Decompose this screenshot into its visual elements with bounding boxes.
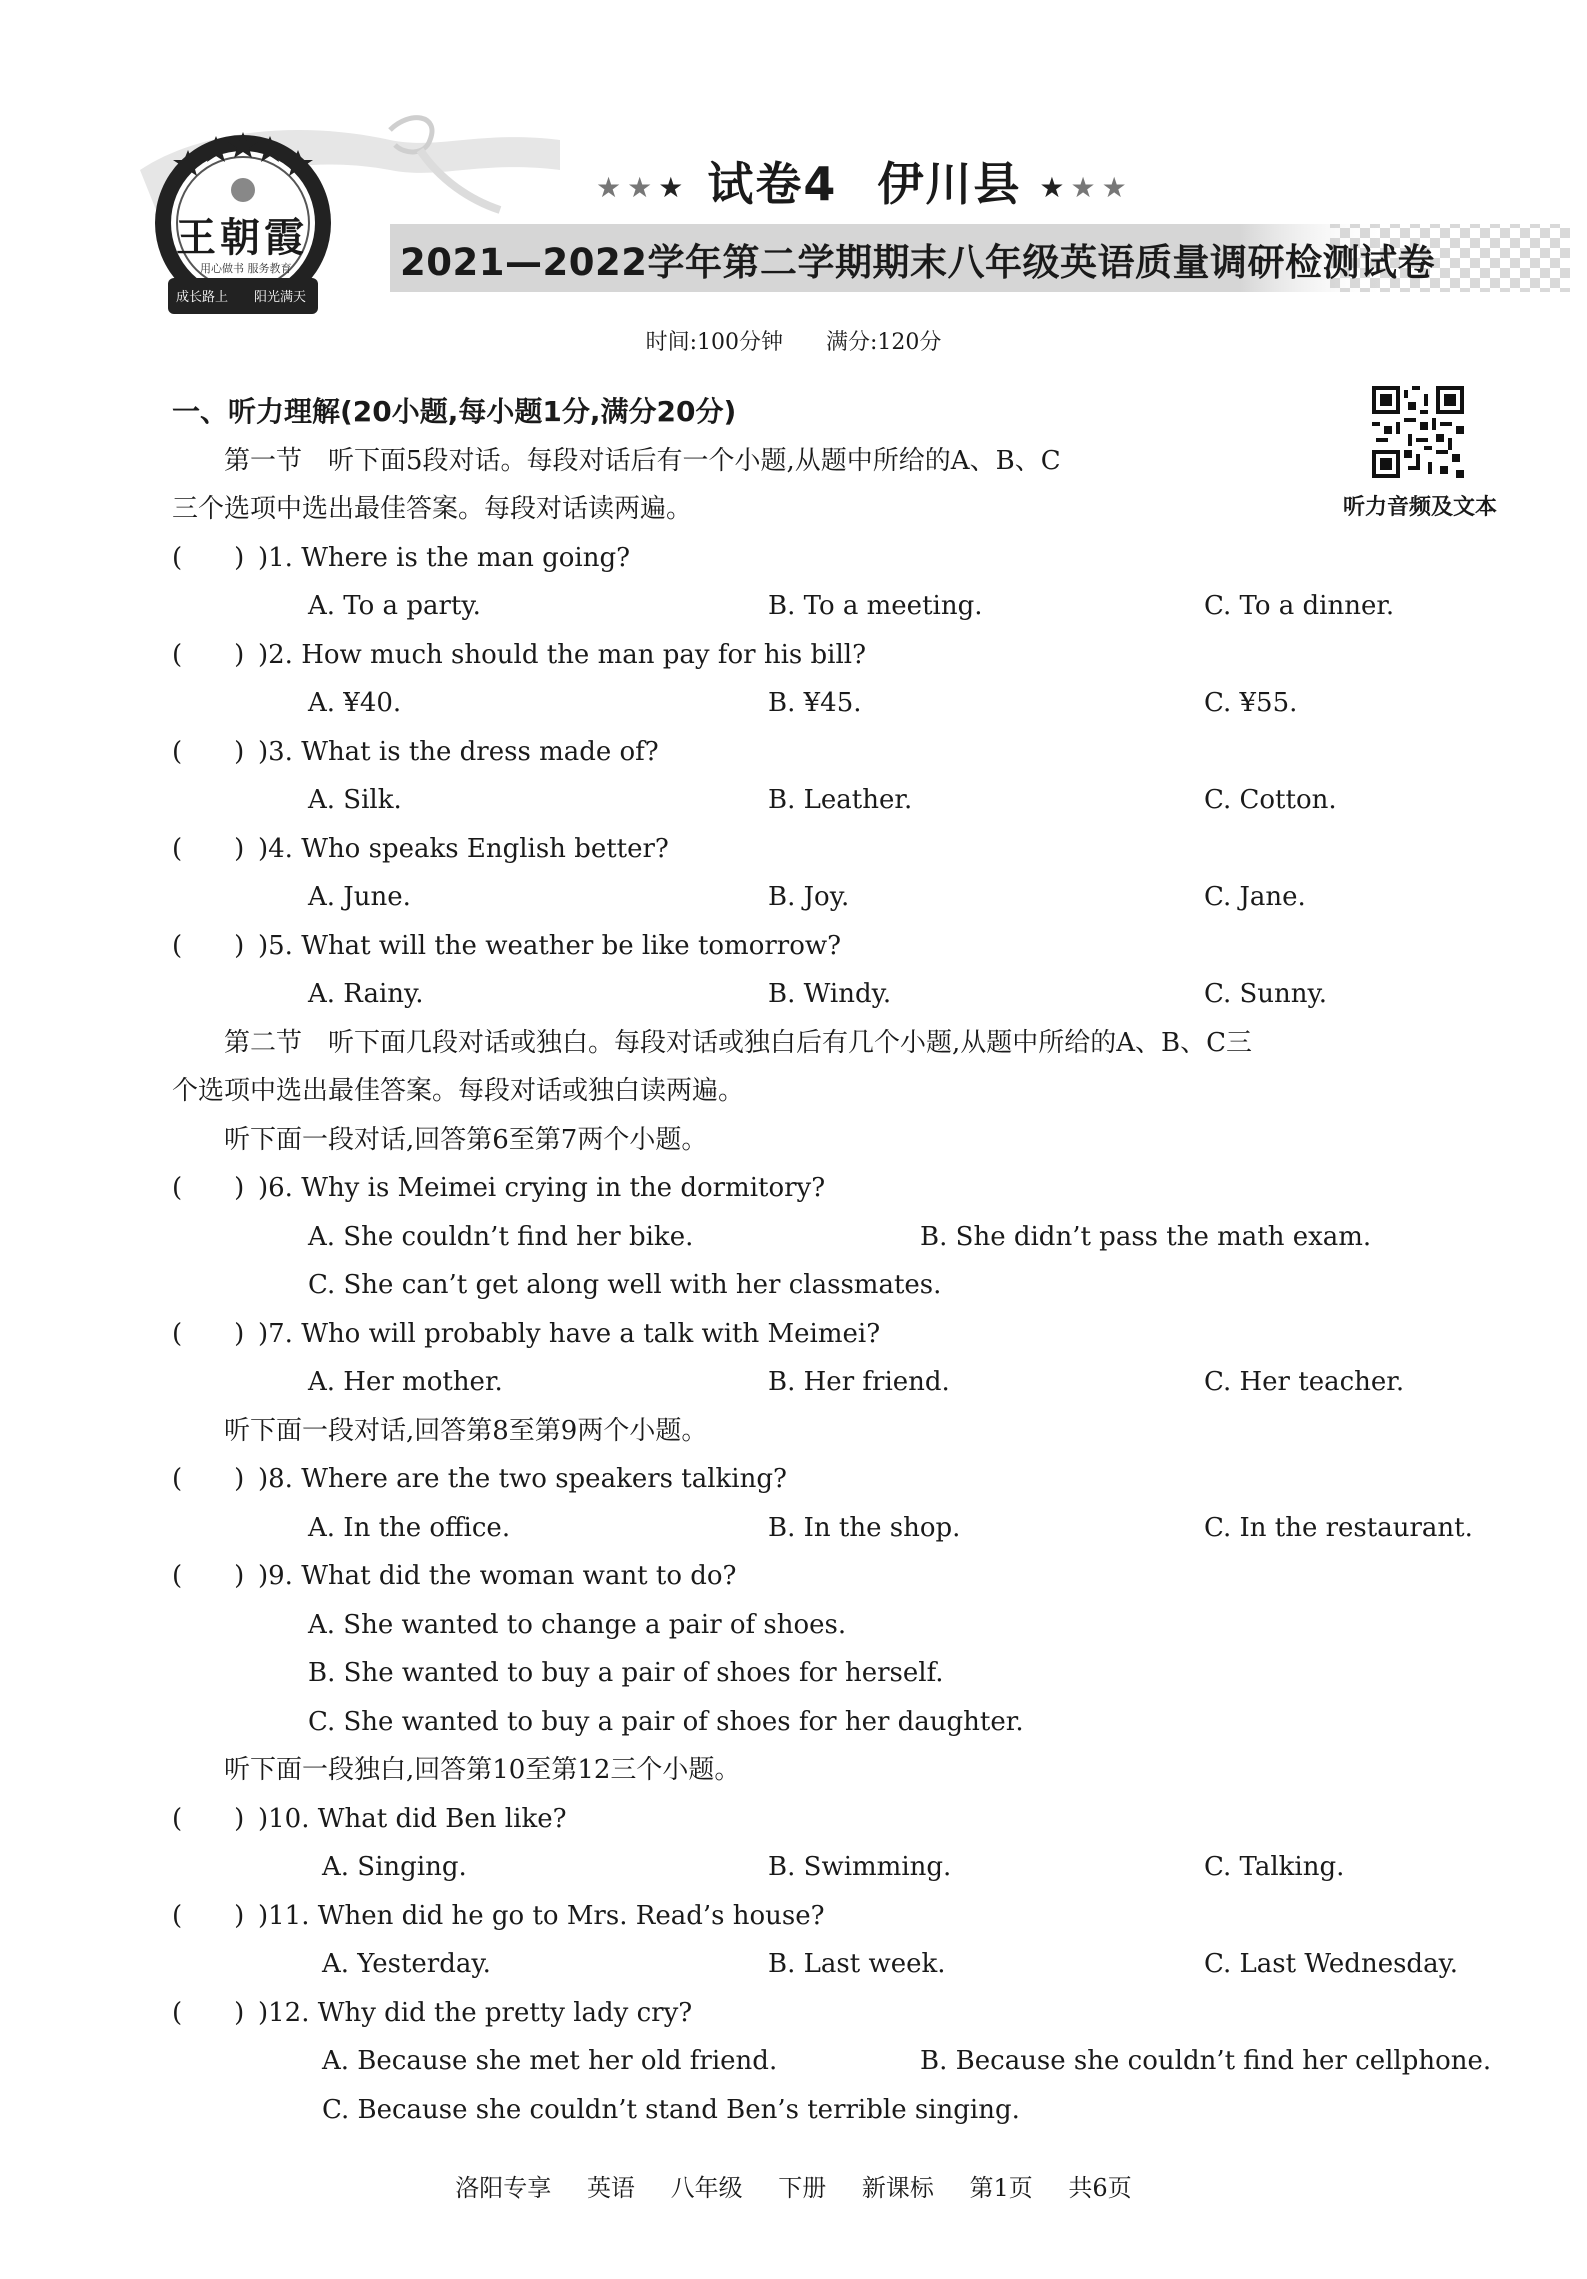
option-c: C. She can’t get along well with her classmates. [308, 1270, 942, 1300]
exam-time: 时间:100分钟 [645, 330, 783, 355]
question [172, 1310, 1532, 1359]
option-c: C. Because she couldn’t stand Ben’s terrible singing. [322, 2094, 1020, 2125]
option-a: A. Because she met her old friend. [322, 2046, 778, 2076]
option-a: A. Her mother. [308, 1367, 503, 1397]
option-b: B. She didn’t pass the math exam. [920, 1221, 1372, 1252]
options-row [172, 1698, 1532, 1747]
footer-grade: 八年级 [670, 2174, 743, 2202]
star-icon: ★ [1039, 171, 1071, 204]
star-icon: ★★ [596, 171, 659, 204]
answer-blank[interactable]: ( ) [172, 1318, 245, 1349]
answer-blank[interactable]: ( ) [172, 542, 245, 573]
options-row [172, 970, 1532, 1019]
listening-section [172, 388, 1532, 2134]
option-c: C. ¥55. [1204, 688, 1298, 718]
answer-blank[interactable]: ( ) [172, 1561, 245, 1591]
question [172, 1164, 1532, 1213]
footer-edition: 洛阳专享 [455, 2174, 552, 2202]
footer-subject: 英语 [586, 2174, 635, 2202]
option-c: C. In the restaurant. [1204, 1512, 1473, 1543]
section-heading: 一、听力理解(20小题,每小题1分,满分20分) [172, 395, 737, 428]
option-b: B. Windy. [768, 979, 892, 1009]
option-c: C. Cotton. [1204, 785, 1337, 815]
question [172, 1455, 1532, 1504]
question [172, 1989, 1532, 2038]
answer-blank[interactable]: ( ) [172, 1803, 245, 1834]
question-text: )5. What will the weather be like tomorrow? [258, 930, 842, 961]
options-row [172, 582, 1532, 631]
options-row [172, 1601, 1532, 1650]
option-b: B. Leather. [768, 785, 913, 815]
question [172, 922, 1532, 971]
option-c: C. She wanted to buy a pair of shoes for her daughter. [308, 1706, 1024, 1737]
option-a: A. Singing. [322, 1852, 467, 1882]
options-row [172, 1504, 1532, 1553]
option-a: A. Rainy. [308, 979, 424, 1009]
option-b: B. ¥45. [768, 688, 862, 718]
answer-blank[interactable]: ( ) [172, 1464, 245, 1494]
option-a: A. To a party. [308, 591, 481, 621]
options-row [172, 679, 1532, 728]
question-text: )7. Who will probably have a talk with Meimei? [258, 1318, 881, 1349]
options-row [172, 1261, 1532, 1310]
dialogue-instruction: 听下面一段对话,回答第8至第9两个小题。 [224, 1415, 708, 1446]
footer-total-pages: 共6页 [1068, 2174, 1132, 2202]
logo-slogan-right: 阳光满天 [254, 290, 307, 305]
question-text: )8. Where are the two speakers talking? [258, 1464, 787, 1494]
options-row [172, 1843, 1532, 1892]
question [172, 1892, 1532, 1941]
option-c: C. Talking. [1204, 1852, 1345, 1882]
question-text: )12. Why did the pretty lady cry? [258, 1997, 693, 2028]
options-row [172, 776, 1532, 825]
options-row [172, 1358, 1532, 1407]
option-c: C. Her teacher. [1204, 1367, 1405, 1397]
option-a: A. She couldn’t find her bike. [308, 1221, 694, 1252]
question-text: )2. How much should the man pay for his bill? [258, 639, 867, 670]
option-b: B. To a meeting. [768, 591, 983, 621]
option-a: A. Silk. [308, 785, 402, 815]
option-b: B. Last week. [768, 1949, 946, 1979]
answer-blank[interactable]: ( ) [172, 1173, 245, 1203]
option-c: C. Sunny. [1204, 979, 1328, 1009]
options-row [172, 1213, 1532, 1262]
option-a: A. She wanted to change a pair of shoes. [308, 1609, 847, 1640]
question-text: )1. Where is the man going? [258, 542, 631, 573]
options-row [172, 873, 1532, 922]
page-footer [0, 2168, 1587, 2203]
question-text: )3. What is the dress made of? [258, 736, 659, 767]
option-c: C. Last Wednesday. [1204, 1949, 1459, 1979]
footer-curriculum: 新课标 [861, 2174, 934, 2202]
star-icon: ★★ [1070, 171, 1133, 204]
option-b: B. Joy. [768, 882, 850, 912]
exam-meta [0, 325, 1587, 356]
option-a: A. Yesterday. [322, 1949, 491, 1979]
answer-blank[interactable]: ( ) [172, 930, 245, 961]
answer-blank[interactable]: ( ) [172, 833, 245, 864]
option-b: B. Swimming. [768, 1852, 952, 1882]
monologue-instruction: 听下面一段独白,回答第10至第12三个小题。 [224, 1755, 741, 1785]
region-name: 伊川县 [877, 157, 1022, 211]
option-a: A. June. [308, 882, 411, 912]
options-row [172, 2086, 1532, 2135]
option-b: B. She wanted to buy a pair of shoes for herself. [308, 1658, 944, 1688]
logo-slogan-left: 成长路上 [176, 290, 229, 305]
answer-blank[interactable]: ( ) [172, 1997, 245, 2028]
question [172, 534, 1532, 583]
star-icon: ★ [658, 171, 690, 204]
dialogue-instruction: 听下面一段对话,回答第6至第7两个小题。 [224, 1124, 708, 1155]
exam-subtitle: 2021—2022学年第二学期期末八年级英语质量调研检测试卷 [400, 241, 1435, 284]
paper-number: 试卷4 [707, 157, 838, 211]
question-text: )4. Who speaks English better? [258, 833, 669, 864]
footer-volume: 下册 [778, 2174, 827, 2202]
part1-instruction-cont: 三个选项中选出最佳答案。每段对话读两遍。 [172, 494, 693, 524]
exam-score: 满分:120分 [826, 330, 942, 355]
options-row [172, 2037, 1532, 2086]
logo-motto: 用心做书 服务教育 [200, 262, 292, 275]
question-text: )11. When did he go to Mrs. Read’s house? [258, 1900, 825, 1931]
part2-instruction: 第二节 听下面几段对话或独白。每段对话或独白后有几个小题,从题中所给的A、B、C三 [224, 1027, 1253, 1058]
question [172, 825, 1532, 874]
question-text: )9. What did the woman want to do? [258, 1561, 737, 1591]
option-b: B. In the shop. [768, 1512, 961, 1543]
question [172, 631, 1532, 680]
options-row [172, 1940, 1532, 1989]
question-text: )6. Why is Meimei crying in the dormitory? [258, 1173, 826, 1203]
question-text: )10. What did Ben like? [258, 1803, 567, 1834]
option-a: A. In the office. [308, 1512, 511, 1543]
part2-instruction-cont: 个选项中选出最佳答案。每段对话或独白读两遍。 [172, 1076, 745, 1106]
question [172, 728, 1532, 777]
question [172, 1552, 1532, 1601]
answer-blank[interactable]: ( ) [172, 736, 245, 767]
question [172, 1795, 1532, 1844]
qr-label: 听力音频及文本 [1342, 495, 1497, 520]
option-b: B. Because she couldn’t find her cellphone. [920, 2046, 1492, 2076]
options-row [172, 1649, 1532, 1698]
part1-instruction: 第一节 听下面5段对话。每段对话后有一个小题,从题中所给的A、B、C [224, 445, 1061, 476]
answer-blank[interactable]: ( ) [172, 1900, 245, 1931]
option-b: B. Her friend. [768, 1367, 950, 1397]
option-c: C. Jane. [1204, 882, 1306, 912]
logo-name: 王朝霞 [176, 214, 308, 261]
answer-blank[interactable]: ( ) [172, 639, 245, 670]
option-c: C. To a dinner. [1204, 591, 1395, 621]
footer-page: 第1页 [969, 2174, 1033, 2202]
option-a: A. ¥40. [308, 688, 402, 718]
page-title [596, 148, 1133, 214]
